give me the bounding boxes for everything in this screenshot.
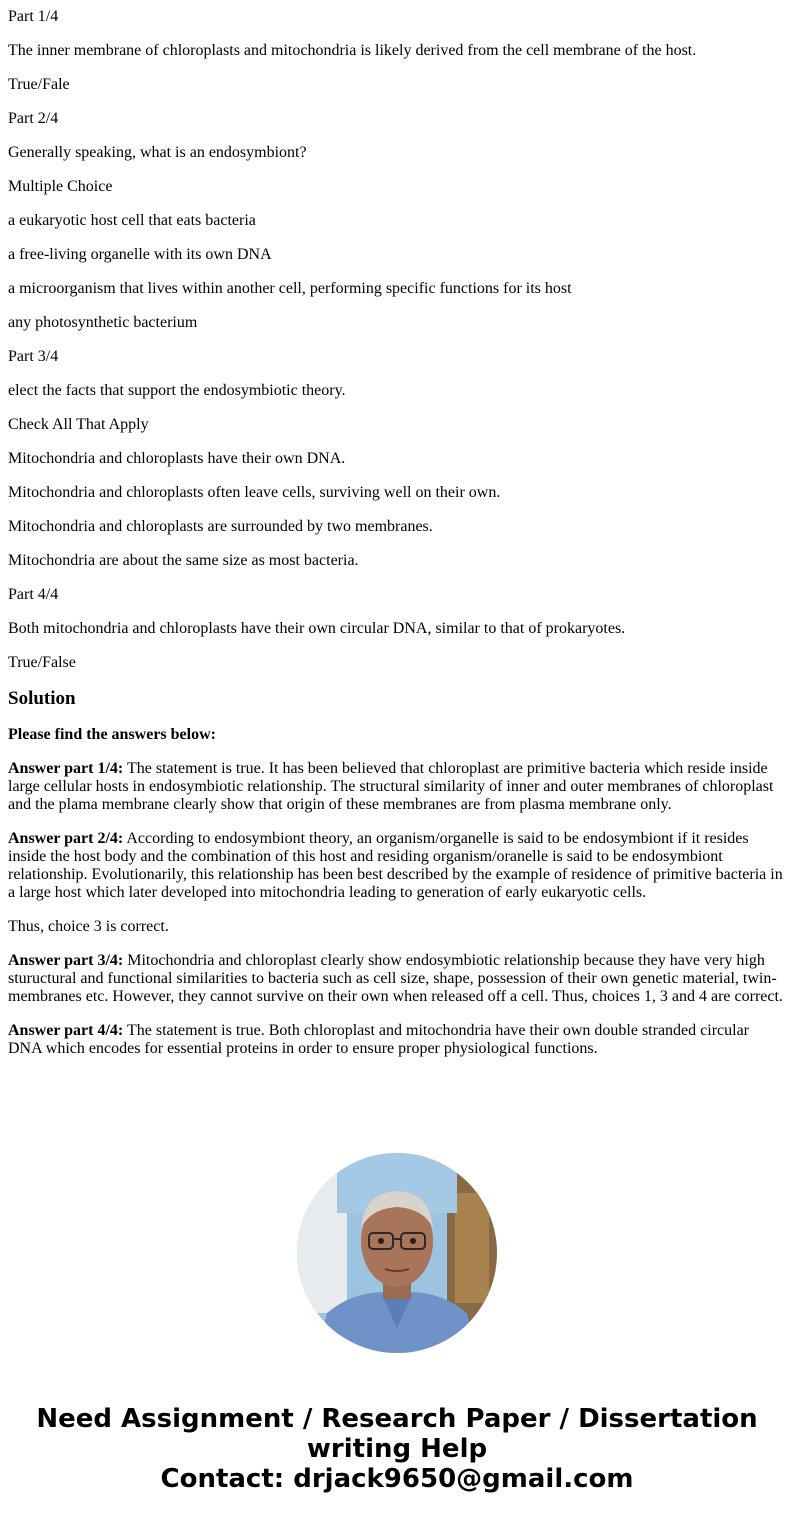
part3-type: Check All That Apply	[8, 416, 149, 433]
answer-part-2-text: According to endosymbiont theory, an organism/organelle is said to be endosymbiont if it resides inside the host body and the combination of this host and residing organism/oranelle is said to be endosymbiont relationship. Evolutionarily, this relationship has been best described by the example of residence of primitive bacteria in a large host which later developed into mitochondria leading to generation of early eukaryotic cells.	[8, 830, 783, 901]
part2-question: Generally speaking, what is an endosymbiont?	[8, 144, 307, 161]
answer-part-3-text: Mitochondria and chloroplast clearly show endosymbiotic relationship because they have very high stuructural and functional similarities to bacteria such as cell size, shape, possession of their own genetic material, twin-membranes etc. However, they cannot survive on their own when released off a cell. Thus, choices 1, 3 and 4 are correct.	[8, 952, 783, 1005]
footer-contact	[0, 1404, 794, 1494]
answer-part-1-text: The statement is true. It has been believed that chloroplast are primitive bacteria which reside inside large cellular hosts in endosymbiotic relationship. The structural similarity of inner and outer membranes of chloroplast and the plama membrane clearly show that origin of these membranes are from plasma membrane only.	[8, 760, 774, 813]
answer-part-2-label: Answer part 2/4:	[8, 830, 124, 847]
answer-part-3	[8, 952, 786, 1006]
answer-part-1-label: Answer part 1/4:	[8, 760, 124, 777]
author-photo	[297, 1153, 497, 1353]
part4-label: Part 4/4	[8, 586, 59, 603]
solution-intro	[8, 726, 786, 744]
answer-part-4	[8, 1022, 786, 1058]
answer-part-4-text: The statement is true. Both chloroplast and mitochondria have their own double stranded circular DNA which encodes for essential proteins in order to ensure proper physiological functions.	[8, 1022, 749, 1057]
footer-line-3: Contact: drjack9650@gmail.com	[160, 1464, 634, 1494]
part2-option-3: a microorganism that lives within another cell, performing specific functions for its host	[8, 280, 572, 297]
answer-part-4-label: Answer part 4/4:	[8, 1022, 124, 1039]
part2-option-4: any photosynthetic bacterium	[8, 314, 198, 331]
solution-intro-text: Please find the answers below:	[8, 726, 216, 743]
part2-option-2: a free-living organelle with its own DNA	[8, 246, 272, 263]
part4-type: True/False	[8, 654, 76, 671]
part3-option-3: Mitochondria and chloroplasts are surrounded by two membranes.	[8, 518, 433, 535]
solution-heading: Solution	[8, 688, 76, 709]
part1-label: Part 1/4	[8, 8, 59, 25]
part2-type: Multiple Choice	[8, 178, 113, 195]
answer-part-1	[8, 760, 786, 814]
part3-option-1: Mitochondria and chloroplasts have their own DNA.	[8, 450, 346, 467]
footer-line-2: writing Help	[306, 1434, 488, 1464]
part3-question: elect the facts that support the endosymbiotic theory.	[8, 382, 346, 399]
part3-label: Part 3/4	[8, 348, 59, 365]
solution-body	[8, 726, 786, 1058]
answer-part-3-label: Answer part 3/4:	[8, 952, 124, 969]
answer-part-2	[8, 830, 786, 902]
part2-label: Part 2/4	[8, 110, 59, 127]
footer-line-1: Need Assignment / Research Paper / Dissertation	[36, 1404, 758, 1434]
part1-question: The inner membrane of chloroplasts and mitochondria is likely derived from the cell membrane of the host.	[8, 42, 697, 59]
part4-question: Both mitochondria and chloroplasts have their own circular DNA, similar to that of prokaryotes.	[8, 620, 626, 637]
part3-option-2: Mitochondria and chloroplasts often leave cells, surviving well on their own.	[8, 484, 501, 501]
portrait-illustration	[297, 1153, 497, 1353]
part3-option-4: Mitochondria are about the same size as most bacteria.	[8, 552, 359, 569]
part1-type: True/Fale	[8, 76, 70, 93]
choice-note: Thus, choice 3 is correct.	[8, 918, 169, 935]
part2-option-1: a eukaryotic host cell that eats bacteria	[8, 212, 256, 229]
